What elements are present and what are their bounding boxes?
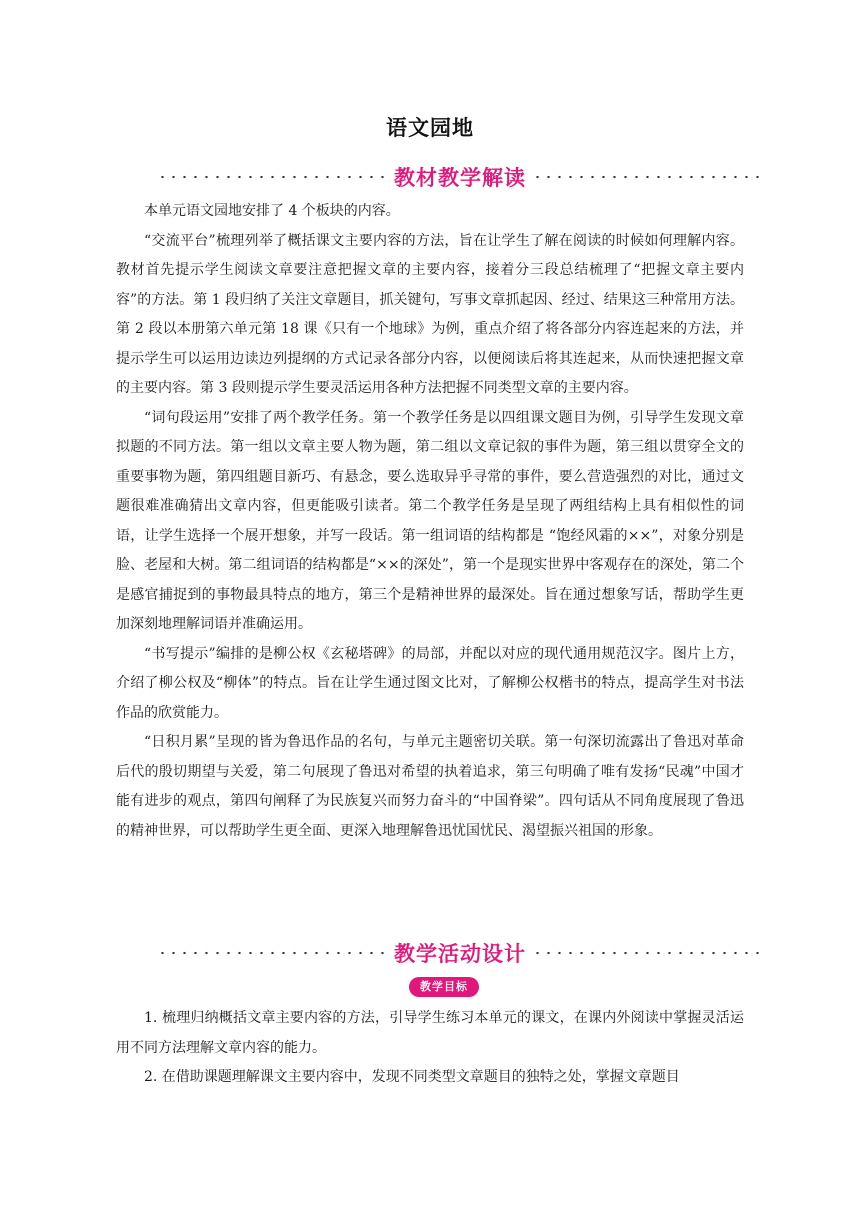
section-header-activity [155, 938, 765, 968]
paragraph: 本单元语文园地安排了 4 个板块的内容。 [144, 203, 400, 219]
section-title: 教材教学解读 [394, 166, 526, 190]
page-title: 语文园地 [386, 116, 474, 140]
dotted-divider-right [530, 950, 765, 956]
goal-item: 1. 梳理归纳概括文章主要内容的方法，引导学生练习本单元的课文，在课内外阅读中掌握灵活运用不同方法理解文章内容的能力。 [116, 1010, 744, 1056]
section-body-interpretation [116, 197, 744, 846]
section-header-interpretation [155, 162, 765, 192]
paragraph: “词句段运用”安排了两个教学任务。第一个教学任务是以四组课文题目为例，引导学生发现文章拟题的不同方法。第一组以文章主要人物为题，第二组以文章记叙的事件为题，第三组以贯穿全文的重要事物为题，第四组题目新巧、有悬念，要么选取异乎寻常的事件，要么营造强烈的对比，通过文题很难准确猜出文章内容，但更能吸引读者。第二个教学任务是呈现了两组结构上具有相似性的词语，让学生选择一个展开想象，并写一段话。第一组词语的结构都是 “饱经风霜的××”，对象分别是脸、老屋和大树。第二组词语的结构都是“××的深处”，第一个是现实世界中客观存在的深处，第二个是感官捕捉到的事物最具特点的地方，第三个是精神世界的最深处。旨在通过想象写话，帮助学生更加深刻地理解词语并准确运用。 [116, 409, 744, 632]
section-body-goals [116, 1004, 744, 1093]
dotted-divider-left [155, 950, 390, 956]
goal-item: 2. 在借助课题理解课文主要内容中，发现不同类型文章题目的独特之处，掌握文章题目 [144, 1069, 680, 1085]
dotted-divider-left [155, 174, 390, 180]
paragraph: “书写提示”编排的是柳公权《玄秘塔碑》的局部，并配以对应的现代通用规范汉字。图片上方，介绍了柳公权及“柳体”的特点。旨在让学生通过图文比对，了解柳公权楷书的特点，提高学生对书法作品的欣赏能力。 [116, 645, 744, 721]
section-title: 教学活动设计 [394, 942, 526, 966]
teaching-goals-badge: 教学目标 [409, 977, 479, 997]
dotted-divider-right [530, 174, 765, 180]
paragraph: “交流平台”梳理列举了概括课文主要内容的方法，旨在让学生了解在阅读的时候如何理解内容。教材首先提示学生阅读文章要注意把握文章的主要内容，接着分三段总结梳理了“把握文章主要内容”的方法。第 1 段归纳了关注文章题目，抓关键句，写事文章抓起因、经过、结果这三种常用方法。第 2 段以本册第六单元第 18 课《只有一个地球》为例，重点介绍了将各部分内容连起来的方法，并提示学生可以运用边读边列提纲的方式记录各部分内容，以便阅读后将其连起来，从而快速把握文章的主要内容。第 3 段则提示学生要灵活运用各种方法把握不同类型文章的主要内容。 [116, 232, 744, 396]
paragraph: “日积月累”呈现的皆为鲁迅作品的名句，与单元主题密切关联。第一句深切流露出了鲁迅对革命后代的殷切期望与关爱，第二句展现了鲁迅对希望的执着追求，第三句明确了唯有发扬“民魂”中国才能有进步的观点，第四句阐释了为民族复兴而努力奋斗的“中国脊梁”。四句话从不同角度展现了鲁迅的精神世界，可以帮助学生更全面、更深入地理解鲁迅忧国忧民、渴望振兴祖国的形象。 [116, 734, 744, 839]
